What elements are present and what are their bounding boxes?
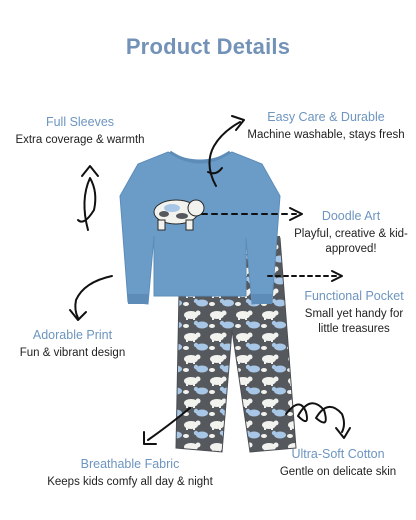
feature-description: Fun & vibrant design <box>19 347 126 359</box>
arrow-head-icon <box>70 310 86 320</box>
feature-description: Extra coverage & warmth <box>15 134 145 146</box>
page-title: Product Details <box>125 34 291 59</box>
arrow-head-icon <box>82 166 98 176</box>
feature-heading: Ultra-Soft Cotton <box>291 447 385 461</box>
feature-heading: Adorable Print <box>32 328 113 342</box>
curly-arrow-icon <box>78 178 95 230</box>
shirt <box>120 152 280 304</box>
feature-heading: Doodle Art <box>321 209 381 223</box>
feature-heading: Breathable Fabric <box>80 457 180 471</box>
feature-description: Small yet handy for little treasures <box>304 308 404 335</box>
feature-description: Playful, creative & kid-approved! <box>294 228 408 255</box>
feature-description: Gentle on delicate skin <box>279 466 397 478</box>
feature-heading: Functional Pocket <box>304 289 404 303</box>
feature-heading: Full Sleeves <box>45 115 115 129</box>
feature-heading: Easy Care & Durable <box>267 110 385 124</box>
feature-description: Keeps kids comfy all day & night <box>47 476 213 488</box>
feature-description: Machine washable, stays fresh <box>247 129 405 141</box>
curved-arrow-icon <box>75 276 112 318</box>
